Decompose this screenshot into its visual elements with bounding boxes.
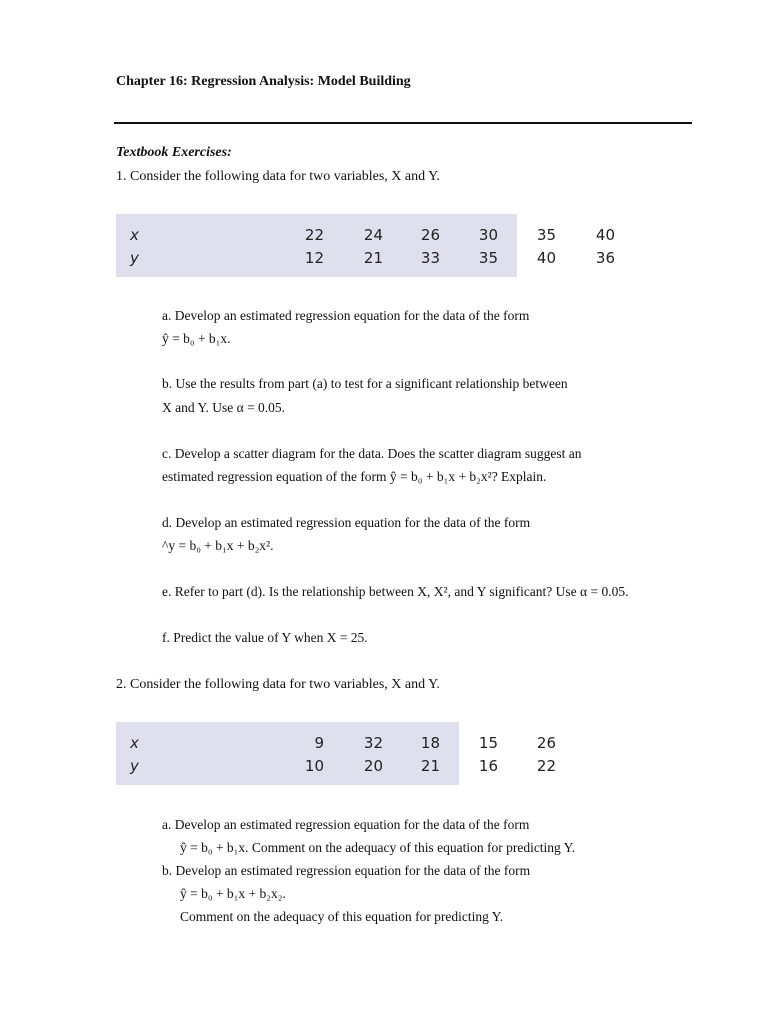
table-cell: 12 <box>304 249 324 267</box>
exercise-1-part-f: f. Predict the value of Y when X = 25. <box>162 630 368 645</box>
exercise-2-part-b-formula: ŷ = b₀ + b₁x + b₂x₂. <box>180 886 286 901</box>
table-cell: 22 <box>536 757 556 775</box>
table-cell: 22 <box>304 226 324 244</box>
row-label-x: x <box>130 226 139 244</box>
table-cell: 21 <box>363 249 383 267</box>
exercise-2-part-b: b. Develop an estimated regression equation for the data of the form <box>162 863 531 878</box>
exercise-1-part-c-cont: estimated regression equation of the form ŷ = b₀ + b₁x + b₂x²? Explain. <box>162 469 547 484</box>
table-cell: 30 <box>478 226 498 244</box>
table-cell: 26 <box>536 734 556 752</box>
table-cell: 32 <box>363 734 383 752</box>
table-row-y <box>116 757 556 777</box>
row-label-x: x <box>130 734 139 752</box>
row-label-y: y <box>130 249 139 267</box>
exercise-1-part-b: b. Use the results from part (a) to test for a significant relationship between <box>162 376 568 391</box>
table-cell: 9 <box>314 734 324 752</box>
table-cell: 18 <box>420 734 440 752</box>
chapter-title: Chapter 16: Regression Analysis: Model Building <box>116 74 411 89</box>
exercise-2-prompt: 2. Consider the following data for two variables, X and Y. <box>116 677 440 692</box>
exercise-1-part-a-formula: ŷ = b₀ + b₁x. <box>162 331 231 346</box>
table-cell: 40 <box>536 249 556 267</box>
exercise-1-part-d: d. Develop an estimated regression equation for the data of the form <box>162 515 531 530</box>
table-cell: 35 <box>536 226 556 244</box>
title-divider <box>114 122 692 124</box>
section-heading: Textbook Exercises: <box>116 145 232 160</box>
exercise-2-part-a: a. Develop an estimated regression equation for the data of the form <box>162 817 530 832</box>
table-cell: 16 <box>478 757 498 775</box>
exercise-2-part-a-formula: ŷ = b₀ + b₁x. Comment on the adequacy of this equation for predicting Y. <box>180 840 576 855</box>
exercise-2-data-table <box>116 722 556 785</box>
table-cell: 26 <box>420 226 440 244</box>
table-cell: 24 <box>363 226 383 244</box>
exercise-1-part-b-cont: X and Y. Use α = 0.05. <box>162 400 286 415</box>
table-row-x <box>116 226 615 246</box>
table-cell: 35 <box>478 249 498 267</box>
exercise-1-part-c: c. Develop a scatter diagram for the data. Does the scatter diagram suggest an <box>162 446 582 461</box>
table-row-x <box>116 734 556 754</box>
table-cell: 21 <box>420 757 440 775</box>
row-label-y: y <box>130 757 139 775</box>
exercise-1-part-d-formula: ^y = b₀ + b₁x + b₂x². <box>162 538 274 553</box>
exercise-1-part-e: e. Refer to part (d). Is the relationship between X, X², and Y significant? Use α = 0.05. <box>162 584 629 599</box>
table-cell: 36 <box>595 249 615 267</box>
exercise-1-part-a: a. Develop an estimated regression equation for the data of the form <box>162 308 530 323</box>
table-cell: 15 <box>478 734 498 752</box>
exercise-2-part-b-comment: Comment on the adequacy of this equation for predicting Y. <box>180 909 504 924</box>
exercise-1-data-table <box>116 214 615 277</box>
exercise-1-prompt: 1. Consider the following data for two variables, X and Y. <box>116 169 440 184</box>
table-cell: 10 <box>304 757 324 775</box>
table-cell: 33 <box>420 249 440 267</box>
table-row-y <box>116 249 615 269</box>
table-cell: 40 <box>595 226 615 244</box>
table-cell: 20 <box>363 757 383 775</box>
